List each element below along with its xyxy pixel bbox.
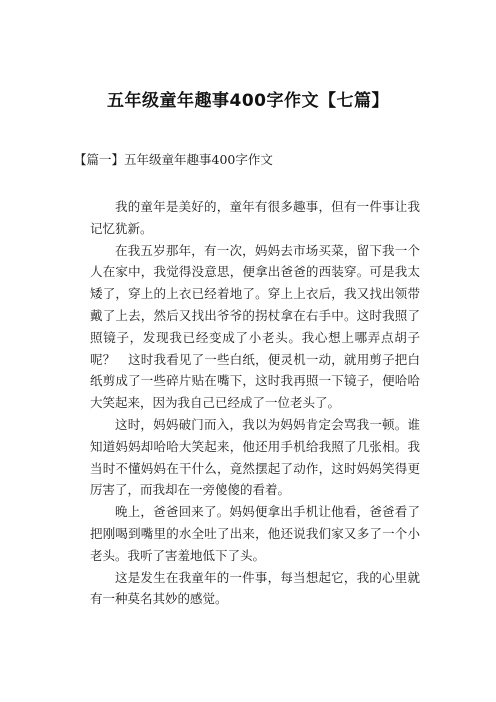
paragraph: 在我五岁那年，有一次，妈妈去市场买菜，留下我一个人在家中，我觉得没意思，便拿出爸爸的西装穿。可是我太矮了，穿上的上衣已经着地了。穿上上衣后，我又找出领带戴了上去，然后又找出爷爷的拐杖拿在右手中。这时我照了照镜子，发现我已经变成了小老头。我心想上哪弄点胡子呢？ 这时我看见了一些白纸，便灵机一动，就用剪子把白纸剪成了一些碎片贴在嘴下，这时我再照一下镜子，便哈哈大笑起来，因为我自己已经成了一位老头了。 — [90, 242, 420, 411]
article-body — [90, 196, 420, 610]
paragraph: 这时，妈妈破门而入，我以为妈妈肯定会骂我一顿。谁知道妈妈却哈哈大笑起来，他还用手机给我照了几张相。我当时不懂妈妈在干什么，竟然摆起了动作，这时妈妈笑得更厉害了，而我却在一旁傻傻的看着。 — [90, 416, 420, 498]
section-heading: 【篇一】五年级童年趣事400字作文 — [74, 152, 273, 167]
paragraph: 我的童年是美好的，童年有很多趣事，但有一件事让我记忆犹新。 — [90, 199, 420, 236]
paragraph: 晚上，爸爸回来了。妈妈便拿出手机让他看，爸爸看了把刚喝到嘴里的水全吐了出来，他还说我们家又多了一个小老头。我听了害羞地低下了头。 — [90, 504, 420, 563]
paragraph: 这是发生在我童年的一件事，每当想起它，我的心里就有一种莫名其妙的感觉。 — [90, 569, 420, 607]
document-title: 五年级童年趣事400字作文【七篇】 — [107, 91, 389, 111]
